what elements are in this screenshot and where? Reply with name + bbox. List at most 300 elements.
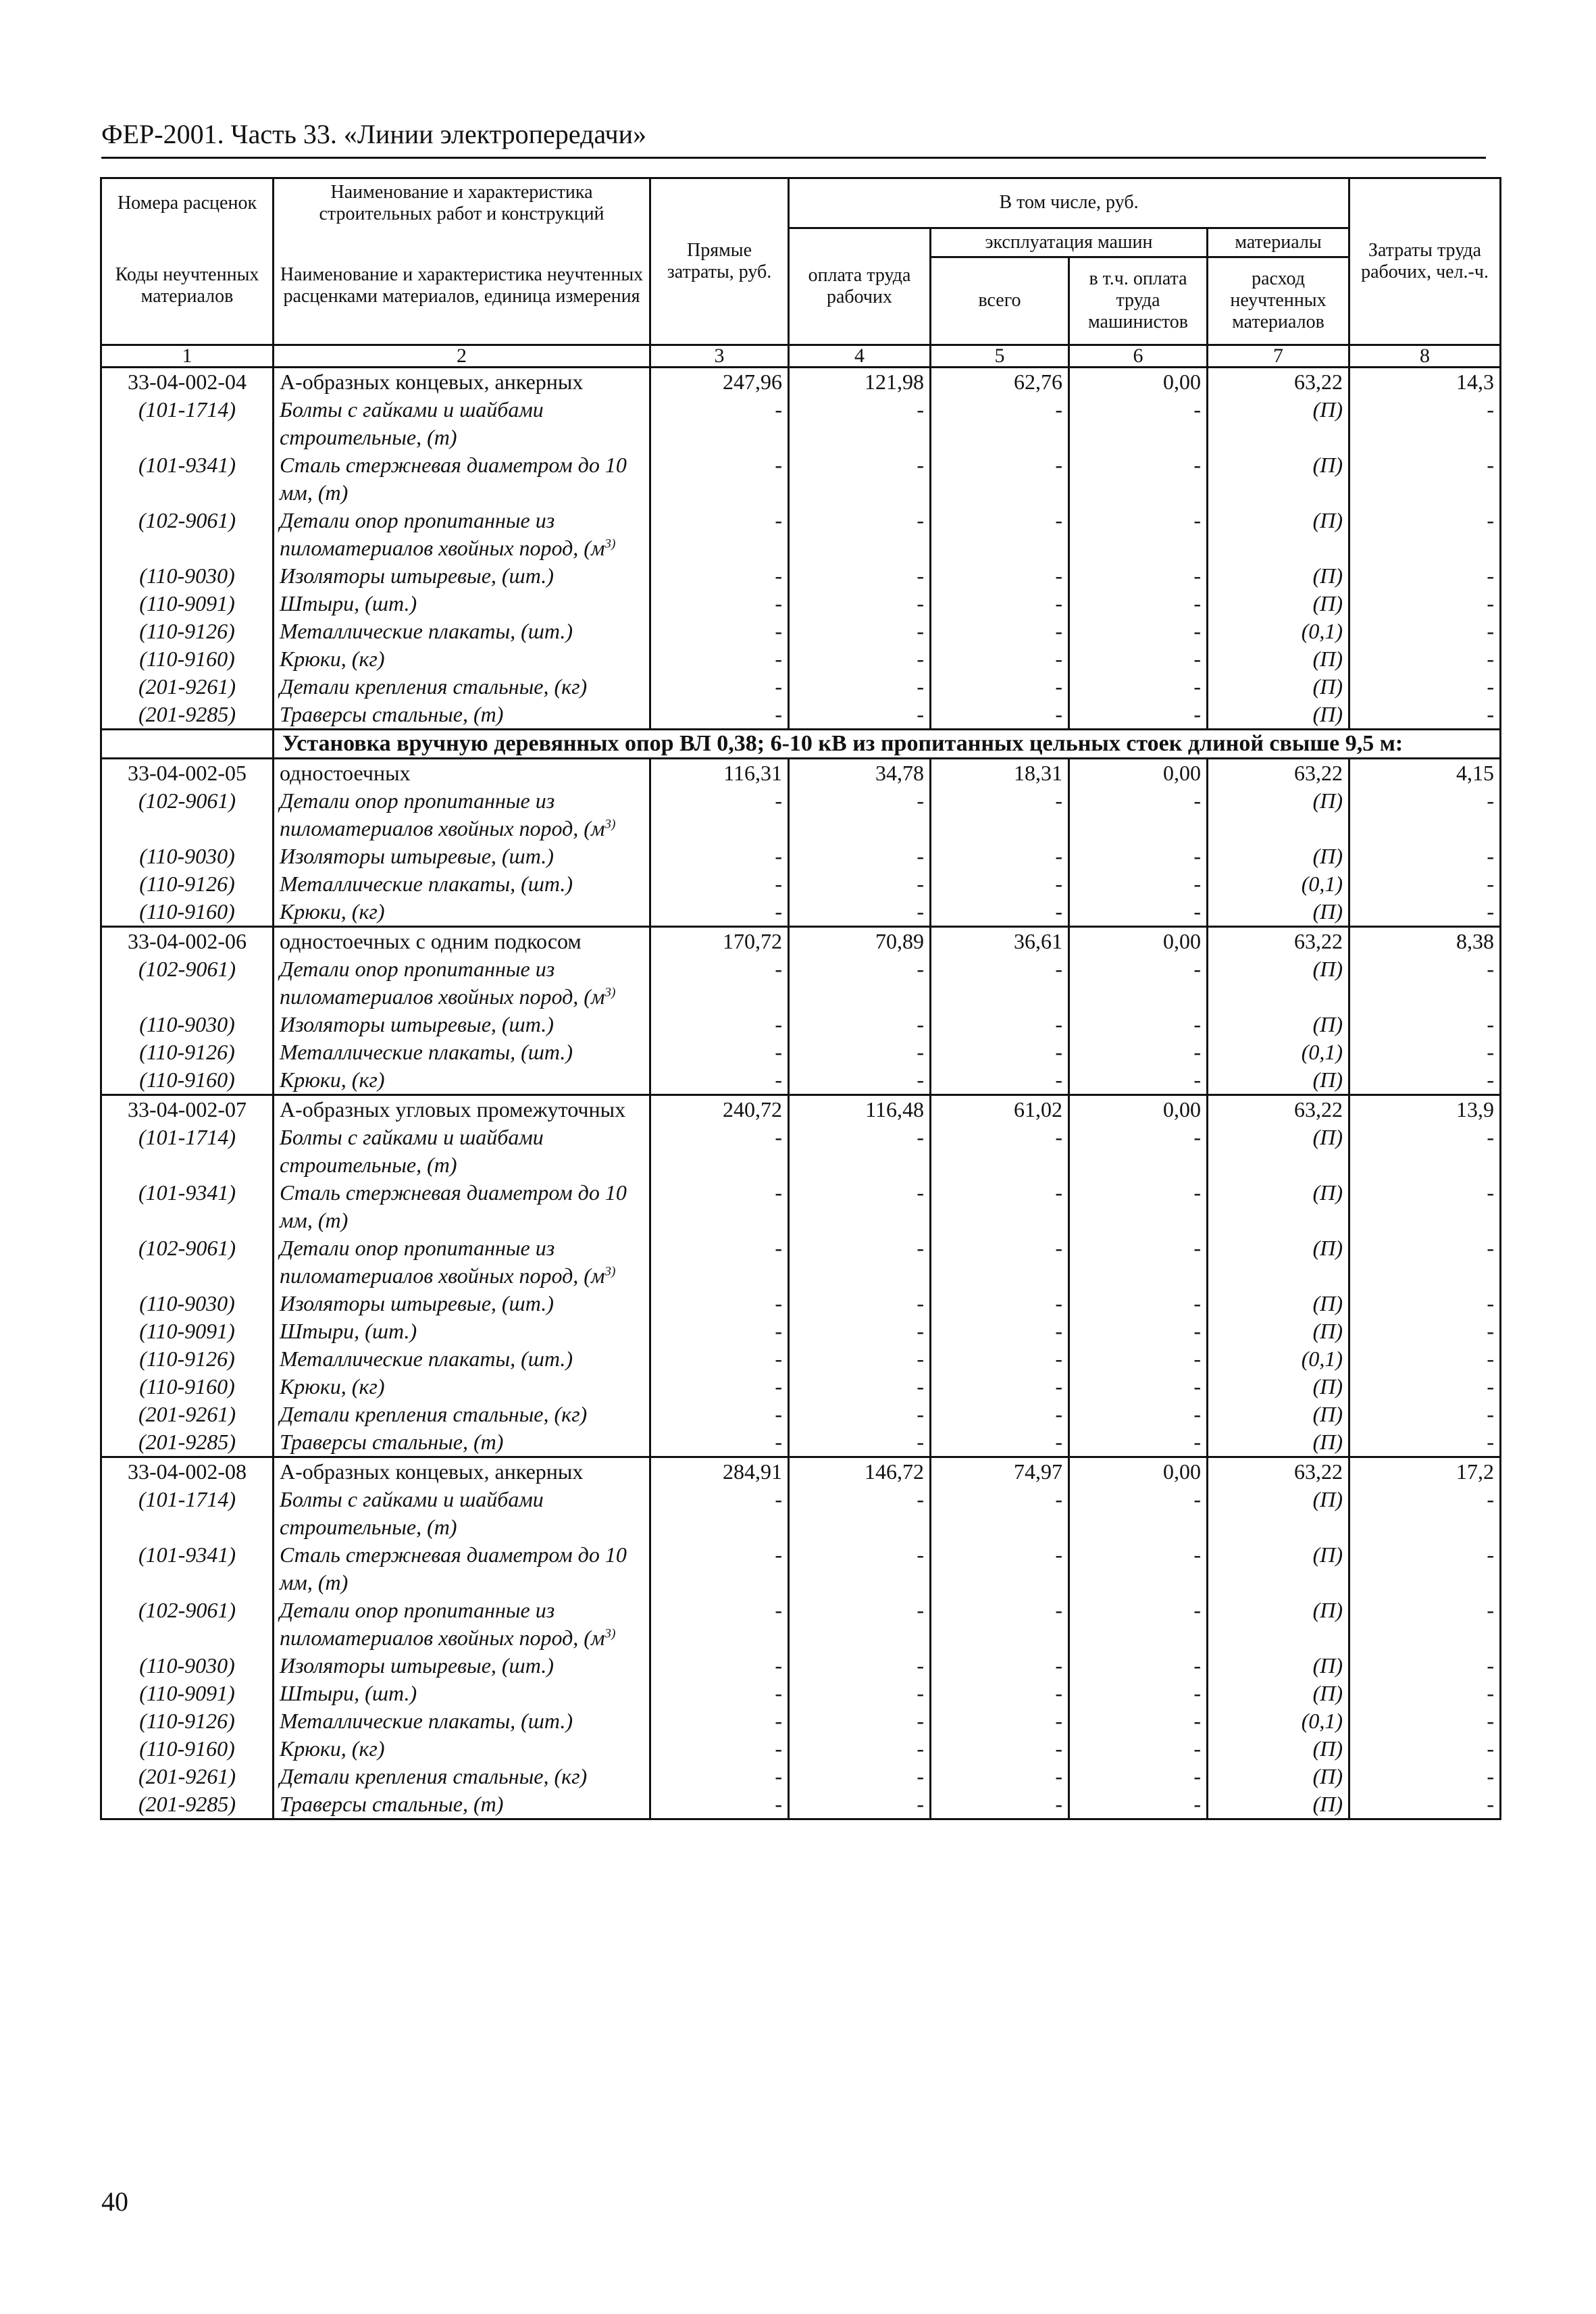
material-code: (110-9160) bbox=[101, 898, 274, 927]
rate-row bbox=[101, 367, 1501, 396]
material-name bbox=[274, 1290, 650, 1317]
dash-cell: - bbox=[1069, 1373, 1208, 1401]
dash-cell: - bbox=[1349, 1124, 1501, 1179]
material-consumption: (П) bbox=[1208, 562, 1349, 590]
rate-name: одностоечных bbox=[274, 758, 650, 787]
dash-cell: - bbox=[1069, 870, 1208, 898]
material-name-text: Болты с гайками и шайбами строительные, (т) bbox=[280, 1124, 544, 1177]
dash-cell: - bbox=[1069, 1652, 1208, 1680]
col-number: 7 bbox=[1208, 345, 1349, 367]
material-name bbox=[274, 590, 650, 618]
operator-pay-value: 0,00 bbox=[1069, 758, 1208, 787]
material-name-text: Металлические плакаты, (шт.) bbox=[280, 1346, 573, 1371]
dash-cell: - bbox=[931, 842, 1069, 870]
dash-cell: - bbox=[789, 396, 931, 451]
dash-cell: - bbox=[931, 787, 1069, 842]
material-name-text: Детали опор пропитанные из пиломатериалов хвойных пород, (м bbox=[280, 1235, 605, 1288]
dash-cell: - bbox=[650, 1373, 789, 1401]
material-consumption: (0,1) bbox=[1208, 618, 1349, 645]
header-pay: оплата труда рабочих bbox=[789, 228, 931, 345]
material-name bbox=[274, 507, 650, 562]
dash-cell: - bbox=[650, 1652, 789, 1680]
dash-cell: - bbox=[1069, 1735, 1208, 1763]
material-row bbox=[101, 507, 1501, 562]
dash-cell: - bbox=[1069, 396, 1208, 451]
col-number: 4 bbox=[789, 345, 931, 367]
dash-cell: - bbox=[789, 1317, 931, 1345]
dash-cell: - bbox=[1349, 1428, 1501, 1457]
dash-cell: - bbox=[789, 507, 931, 562]
rate-row bbox=[101, 926, 1501, 955]
dash-cell: - bbox=[650, 1428, 789, 1457]
material-row bbox=[101, 870, 1501, 898]
material-consumption: (П) bbox=[1208, 955, 1349, 1011]
dash-cell: - bbox=[650, 1038, 789, 1066]
dash-cell: - bbox=[650, 673, 789, 701]
direct-costs-value: 247,96 bbox=[650, 367, 789, 396]
col-number: 5 bbox=[931, 345, 1069, 367]
material-name-text: Крюки, (кг) bbox=[280, 646, 385, 671]
dash-cell: - bbox=[650, 1011, 789, 1038]
material-name bbox=[274, 618, 650, 645]
dash-cell: - bbox=[931, 1735, 1069, 1763]
dash-cell: - bbox=[931, 590, 1069, 618]
dash-cell: - bbox=[1069, 1401, 1208, 1428]
material-row bbox=[101, 898, 1501, 927]
material-name bbox=[274, 1486, 650, 1541]
material-consumption: (П) bbox=[1208, 590, 1349, 618]
material-code: (102-9061) bbox=[101, 1234, 274, 1290]
material-name bbox=[274, 1345, 650, 1373]
dash-cell: - bbox=[789, 451, 931, 507]
dash-cell: - bbox=[789, 1428, 931, 1457]
dash-cell: - bbox=[931, 1707, 1069, 1735]
material-code: (102-9061) bbox=[101, 787, 274, 842]
dash-cell: - bbox=[931, 618, 1069, 645]
dash-cell: - bbox=[650, 701, 789, 730]
material-name bbox=[274, 1038, 650, 1066]
dash-cell: - bbox=[1069, 1790, 1208, 1819]
dash-cell: - bbox=[1069, 955, 1208, 1011]
material-consumption: (П) bbox=[1208, 1011, 1349, 1038]
material-name-text: Изоляторы штыревые, (шт.) bbox=[280, 1011, 554, 1036]
dash-cell: - bbox=[931, 1401, 1069, 1428]
dash-cell: - bbox=[1069, 1179, 1208, 1234]
dash-cell: - bbox=[1349, 645, 1501, 673]
material-name bbox=[274, 955, 650, 1011]
material-consumption: (П) bbox=[1208, 1124, 1349, 1179]
material-row bbox=[101, 1124, 1501, 1179]
rate-code: 33-04-002-04 bbox=[101, 367, 274, 396]
material-code: (101-1714) bbox=[101, 1486, 274, 1541]
material-name-text: Крюки, (кг) bbox=[280, 1374, 385, 1399]
dash-cell: - bbox=[789, 1652, 931, 1680]
material-consumption: (П) bbox=[1208, 898, 1349, 927]
dash-cell: - bbox=[1349, 1179, 1501, 1234]
dash-cell: - bbox=[650, 1735, 789, 1763]
dash-cell: - bbox=[789, 1763, 931, 1790]
dash-cell: - bbox=[1349, 1763, 1501, 1790]
material-name-text: Сталь стержневая диаметром до 10 мм, (т) bbox=[280, 1542, 627, 1594]
dash-cell: - bbox=[789, 1124, 931, 1179]
dash-cell: - bbox=[1349, 396, 1501, 451]
material-consumption: (П) bbox=[1208, 1428, 1349, 1457]
dash-cell: - bbox=[931, 1317, 1069, 1345]
dash-cell: - bbox=[650, 396, 789, 451]
direct-costs-value: 284,91 bbox=[650, 1457, 789, 1486]
dash-cell: - bbox=[1349, 451, 1501, 507]
material-name-text: Металлические плакаты, (шт.) bbox=[280, 1708, 573, 1733]
header-materials: материалы bbox=[1208, 228, 1349, 257]
material-name bbox=[274, 870, 650, 898]
material-consumption: (П) bbox=[1208, 1290, 1349, 1317]
material-consumption: (П) bbox=[1208, 1401, 1349, 1428]
dash-cell: - bbox=[1349, 1486, 1501, 1541]
machine-costs-value: 62,76 bbox=[931, 367, 1069, 396]
material-name bbox=[274, 701, 650, 730]
dash-cell: - bbox=[1069, 1763, 1208, 1790]
material-name-text: Детали крепления стальные, (кг) bbox=[280, 1763, 588, 1788]
material-code: (110-9091) bbox=[101, 590, 274, 618]
material-name bbox=[274, 645, 650, 673]
material-code: (110-9030) bbox=[101, 1652, 274, 1680]
dash-cell: - bbox=[931, 1290, 1069, 1317]
dash-cell: - bbox=[931, 396, 1069, 451]
dash-cell: - bbox=[1349, 955, 1501, 1011]
dash-cell: - bbox=[789, 1401, 931, 1428]
dash-cell: - bbox=[650, 1066, 789, 1095]
page-header: ФЕР-2001. Часть 33. «Линии электропередачи» bbox=[101, 118, 1486, 159]
unit-superscript: 3) bbox=[604, 1626, 616, 1640]
material-code: (101-9341) bbox=[101, 1541, 274, 1596]
dash-cell: - bbox=[1069, 842, 1208, 870]
unit-superscript: 3) bbox=[604, 1263, 616, 1278]
material-consumption: (П) bbox=[1208, 842, 1349, 870]
direct-costs-value: 170,72 bbox=[650, 926, 789, 955]
material-name-text: Детали опор пропитанные из пиломатериалов хвойных пород, (м bbox=[280, 1597, 605, 1650]
material-row bbox=[101, 1707, 1501, 1735]
dash-cell: - bbox=[789, 1790, 931, 1819]
dash-cell: - bbox=[1069, 618, 1208, 645]
dash-cell: - bbox=[789, 898, 931, 927]
dash-cell: - bbox=[789, 1234, 931, 1290]
material-name-text: Штыри, (шт.) bbox=[280, 1318, 417, 1343]
dash-cell: - bbox=[931, 1066, 1069, 1095]
rate-name: А-образных угловых промежуточных bbox=[274, 1095, 650, 1124]
dash-cell: - bbox=[1069, 1486, 1208, 1541]
material-name-text: Детали опор пропитанные из пиломатериалов хвойных пород, (м bbox=[280, 507, 605, 560]
material-row bbox=[101, 1596, 1501, 1652]
header-col2-top: Наименование и характеристика строительных работ и конструкций bbox=[274, 178, 650, 228]
dash-cell: - bbox=[1349, 870, 1501, 898]
material-name bbox=[274, 1401, 650, 1428]
dash-cell: - bbox=[789, 842, 931, 870]
material-consumption: (П) bbox=[1208, 701, 1349, 730]
header-machines-incl: в т.ч. оплата труда машинистов bbox=[1069, 257, 1208, 345]
header-col1-bottom: Коды неучтенных материалов bbox=[101, 228, 274, 345]
material-code: (201-9285) bbox=[101, 1790, 274, 1819]
material-name bbox=[274, 1011, 650, 1038]
dash-cell: - bbox=[650, 1707, 789, 1735]
dash-cell: - bbox=[1069, 451, 1208, 507]
dash-cell: - bbox=[650, 1234, 789, 1290]
material-consumption: (П) bbox=[1208, 1541, 1349, 1596]
dash-cell: - bbox=[789, 1735, 931, 1763]
material-name-text: Изоляторы штыревые, (шт.) bbox=[280, 843, 554, 868]
col-number: 2 bbox=[274, 345, 650, 367]
dash-cell: - bbox=[931, 870, 1069, 898]
dash-cell: - bbox=[650, 1401, 789, 1428]
direct-costs-value: 116,31 bbox=[650, 758, 789, 787]
header-labor: Затраты труда рабочих, чел.-ч. bbox=[1349, 178, 1501, 345]
material-code: (110-9126) bbox=[101, 1707, 274, 1735]
header-group: В том числе, руб. bbox=[789, 178, 1349, 228]
material-row bbox=[101, 1401, 1501, 1428]
material-row bbox=[101, 645, 1501, 673]
dash-cell: - bbox=[650, 645, 789, 673]
material-name bbox=[274, 1763, 650, 1790]
dash-cell: - bbox=[650, 1290, 789, 1317]
page-number: 40 bbox=[101, 2186, 128, 2217]
dash-cell: - bbox=[789, 1486, 931, 1541]
dash-cell: - bbox=[650, 787, 789, 842]
dash-cell: - bbox=[1349, 898, 1501, 927]
dash-cell: - bbox=[650, 507, 789, 562]
dash-cell: - bbox=[650, 590, 789, 618]
material-row bbox=[101, 1317, 1501, 1345]
material-consumption: (П) bbox=[1208, 1066, 1349, 1095]
material-code: (110-9160) bbox=[101, 1373, 274, 1401]
material-consumption: (П) bbox=[1208, 1234, 1349, 1290]
dash-cell: - bbox=[789, 1373, 931, 1401]
material-name-text: Детали опор пропитанные из пиломатериалов хвойных пород, (м bbox=[280, 956, 605, 1009]
dash-cell: - bbox=[931, 1428, 1069, 1457]
rate-row bbox=[101, 758, 1501, 787]
material-consumption: (0,1) bbox=[1208, 1707, 1349, 1735]
material-code: (110-9030) bbox=[101, 1011, 274, 1038]
material-row bbox=[101, 701, 1501, 730]
rates-table bbox=[100, 177, 1501, 1820]
dash-cell: - bbox=[931, 1790, 1069, 1819]
dash-cell: - bbox=[931, 1373, 1069, 1401]
material-row bbox=[101, 1428, 1501, 1457]
material-row bbox=[101, 1038, 1501, 1066]
dash-cell: - bbox=[1069, 787, 1208, 842]
dash-cell: - bbox=[1069, 507, 1208, 562]
material-name-text: Траверсы стальные, (т) bbox=[280, 1791, 504, 1816]
dash-cell: - bbox=[789, 1596, 931, 1652]
material-name bbox=[274, 451, 650, 507]
dash-cell: - bbox=[1349, 1401, 1501, 1428]
labor-value: 4,15 bbox=[1349, 758, 1501, 787]
material-consumption: (П) bbox=[1208, 1680, 1349, 1707]
dash-cell: - bbox=[1069, 645, 1208, 673]
dash-cell: - bbox=[1349, 562, 1501, 590]
material-row bbox=[101, 396, 1501, 451]
material-name-text: Крюки, (кг) bbox=[280, 899, 385, 924]
material-code: (110-9030) bbox=[101, 562, 274, 590]
dash-cell: - bbox=[1349, 1011, 1501, 1038]
material-name bbox=[274, 1428, 650, 1457]
dash-cell: - bbox=[650, 451, 789, 507]
material-consumption: (П) bbox=[1208, 1179, 1349, 1234]
material-consumption: (П) bbox=[1208, 396, 1349, 451]
dash-cell: - bbox=[1349, 1290, 1501, 1317]
material-row bbox=[101, 1652, 1501, 1680]
labor-value: 13,9 bbox=[1349, 1095, 1501, 1124]
materials-value: 63,22 bbox=[1208, 1457, 1349, 1486]
material-code: (102-9061) bbox=[101, 955, 274, 1011]
dash-cell: - bbox=[789, 1066, 931, 1095]
dash-cell: - bbox=[650, 842, 789, 870]
material-row bbox=[101, 787, 1501, 842]
dash-cell: - bbox=[1349, 1596, 1501, 1652]
material-code: (110-9126) bbox=[101, 870, 274, 898]
dash-cell: - bbox=[1069, 673, 1208, 701]
dash-cell: - bbox=[1069, 898, 1208, 927]
material-name-text: Изоляторы штыревые, (шт.) bbox=[280, 563, 554, 588]
material-row bbox=[101, 618, 1501, 645]
labor-value: 17,2 bbox=[1349, 1457, 1501, 1486]
operator-pay-value: 0,00 bbox=[1069, 1457, 1208, 1486]
material-name bbox=[274, 1652, 650, 1680]
material-name bbox=[274, 1179, 650, 1234]
material-name-text: Металлические плакаты, (шт.) bbox=[280, 618, 573, 643]
dash-cell: - bbox=[1349, 1234, 1501, 1290]
rate-row bbox=[101, 1095, 1501, 1124]
material-row bbox=[101, 673, 1501, 701]
dash-cell: - bbox=[789, 562, 931, 590]
dash-cell: - bbox=[1069, 590, 1208, 618]
material-name-text: Изоляторы штыревые, (шт.) bbox=[280, 1653, 554, 1678]
material-code: (110-9160) bbox=[101, 1066, 274, 1095]
material-row bbox=[101, 1179, 1501, 1234]
col-number: 1 bbox=[101, 345, 274, 367]
col-number: 8 bbox=[1349, 345, 1501, 367]
material-name bbox=[274, 1707, 650, 1735]
dash-cell: - bbox=[931, 1541, 1069, 1596]
dash-cell: - bbox=[1349, 673, 1501, 701]
material-name bbox=[274, 898, 650, 927]
material-consumption: (П) bbox=[1208, 787, 1349, 842]
dash-cell: - bbox=[650, 898, 789, 927]
material-row bbox=[101, 1345, 1501, 1373]
dash-cell: - bbox=[1069, 1124, 1208, 1179]
rate-code: 33-04-002-06 bbox=[101, 926, 274, 955]
dash-cell: - bbox=[650, 618, 789, 645]
rate-name: А-образных концевых, анкерных bbox=[274, 367, 650, 396]
material-name-text: Крюки, (кг) bbox=[280, 1736, 385, 1761]
dash-cell: - bbox=[1349, 1707, 1501, 1735]
dash-cell: - bbox=[789, 870, 931, 898]
worker-pay-value: 116,48 bbox=[789, 1095, 931, 1124]
material-name bbox=[274, 1735, 650, 1763]
dash-cell: - bbox=[1069, 1317, 1208, 1345]
material-name-text: Изоляторы штыревые, (шт.) bbox=[280, 1290, 554, 1315]
material-name bbox=[274, 1541, 650, 1596]
dash-cell: - bbox=[789, 1680, 931, 1707]
material-row bbox=[101, 1763, 1501, 1790]
dash-cell: - bbox=[1349, 507, 1501, 562]
dash-cell: - bbox=[650, 955, 789, 1011]
material-code: (201-9261) bbox=[101, 1401, 274, 1428]
material-consumption: (П) bbox=[1208, 673, 1349, 701]
material-code: (201-9285) bbox=[101, 1428, 274, 1457]
direct-costs-value: 240,72 bbox=[650, 1095, 789, 1124]
material-name bbox=[274, 1234, 650, 1290]
operator-pay-value: 0,00 bbox=[1069, 1095, 1208, 1124]
material-name-text: Металлические плакаты, (шт.) bbox=[280, 1039, 573, 1064]
material-name-text: Штыри, (шт.) bbox=[280, 590, 417, 615]
dash-cell: - bbox=[931, 1652, 1069, 1680]
dash-cell: - bbox=[789, 1345, 931, 1373]
dash-cell: - bbox=[650, 1124, 789, 1179]
dash-cell: - bbox=[1069, 1038, 1208, 1066]
material-consumption: (0,1) bbox=[1208, 870, 1349, 898]
dash-cell: - bbox=[789, 1011, 931, 1038]
dash-cell: - bbox=[1069, 1290, 1208, 1317]
dash-cell: - bbox=[1349, 1317, 1501, 1345]
material-row bbox=[101, 1790, 1501, 1819]
unit-superscript: 3) bbox=[604, 984, 616, 999]
material-name-text: Сталь стержневая диаметром до 10 мм, (т) bbox=[280, 1180, 627, 1232]
dash-cell: - bbox=[1069, 1680, 1208, 1707]
material-row bbox=[101, 842, 1501, 870]
material-row bbox=[101, 1234, 1501, 1290]
dash-cell: - bbox=[789, 645, 931, 673]
material-row bbox=[101, 1680, 1501, 1707]
dash-cell: - bbox=[1349, 618, 1501, 645]
dash-cell: - bbox=[931, 955, 1069, 1011]
material-name-text: Сталь стержневая диаметром до 10 мм, (т) bbox=[280, 452, 627, 505]
dash-cell: - bbox=[789, 1179, 931, 1234]
dash-cell: - bbox=[931, 673, 1069, 701]
dash-cell: - bbox=[931, 1596, 1069, 1652]
material-row bbox=[101, 562, 1501, 590]
material-name bbox=[274, 1790, 650, 1819]
material-name-text: Траверсы стальные, (т) bbox=[280, 1429, 504, 1454]
material-name-text: Болты с гайками и шайбами строительные, (т) bbox=[280, 1486, 544, 1539]
dash-cell: - bbox=[931, 645, 1069, 673]
material-row bbox=[101, 1373, 1501, 1401]
dash-cell: - bbox=[1349, 787, 1501, 842]
material-name bbox=[274, 1124, 650, 1179]
labor-value: 8,38 bbox=[1349, 926, 1501, 955]
dash-cell: - bbox=[1069, 1011, 1208, 1038]
material-code: (101-9341) bbox=[101, 1179, 274, 1234]
material-consumption: (П) bbox=[1208, 1763, 1349, 1790]
material-consumption: (П) bbox=[1208, 645, 1349, 673]
dash-cell: - bbox=[650, 1541, 789, 1596]
material-name bbox=[274, 1317, 650, 1345]
section-row bbox=[101, 729, 1501, 758]
dash-cell: - bbox=[931, 1038, 1069, 1066]
material-consumption: (П) bbox=[1208, 1486, 1349, 1541]
dash-cell: - bbox=[931, 701, 1069, 730]
dash-cell: - bbox=[1069, 1066, 1208, 1095]
material-consumption: (0,1) bbox=[1208, 1038, 1349, 1066]
material-name-text: Детали крепления стальные, (кг) bbox=[280, 674, 588, 699]
dash-cell: - bbox=[650, 1680, 789, 1707]
material-name bbox=[274, 787, 650, 842]
dash-cell: - bbox=[1349, 1038, 1501, 1066]
material-code: (101-1714) bbox=[101, 396, 274, 451]
material-code: (110-9126) bbox=[101, 618, 274, 645]
worker-pay-value: 70,89 bbox=[789, 926, 931, 955]
material-name bbox=[274, 1066, 650, 1095]
material-name bbox=[274, 562, 650, 590]
material-name bbox=[274, 1596, 650, 1652]
